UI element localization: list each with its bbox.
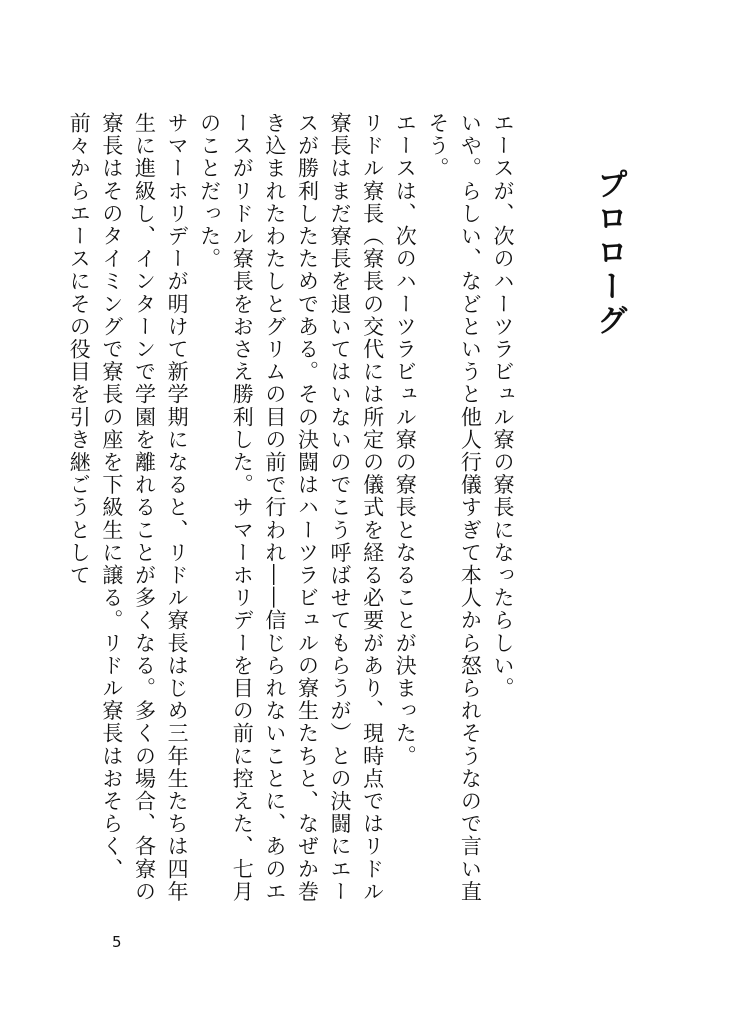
paragraph-2: いや。らしい、などというと他人行儀すぎて本人から怒られそうなので言い直そう。 [425,112,483,903]
paragraph-4: リドル寮長（寮長の交代には所定の儀式を経る必要があり、現時点ではリドル寮長はまだ寮長を退いてはいないのでこう呼ばせてもらうが）との決闘にエースが勝利したためである。その決闘はハーツラビュルの寮生たちと、なぜか巻き込まれたわたしとグリムの目の前で行われ――信じられないことに、あのエースがリドル寮長をおさえ勝利した。サマーホリデーを目の前に控えた、七月のことだった。 [197,112,385,903]
paragraph-3: エースは、次のハーツラビュル寮の寮長となることが決まった。 [393,112,418,768]
paragraph-5: サマーホリデーが明けて新学期になると、リドル寮長はじめ三年生たちは四年生に進級し、インターンで学園を離れることが多くなる。多くの場合、各寮の寮長はそのタイミングで寮長の座を下級生に譲る。リドル寮長はおそらく、前々からエースにその役目を引き継ごうとして [67,112,190,903]
chapter-title: プロローグ [591,168,627,338]
page-number: 5 [112,933,122,951]
paragraph-1: エースが、次のハーツラビュル寮の寮長になったらしい。 [491,112,515,700]
body-text [63,112,519,912]
